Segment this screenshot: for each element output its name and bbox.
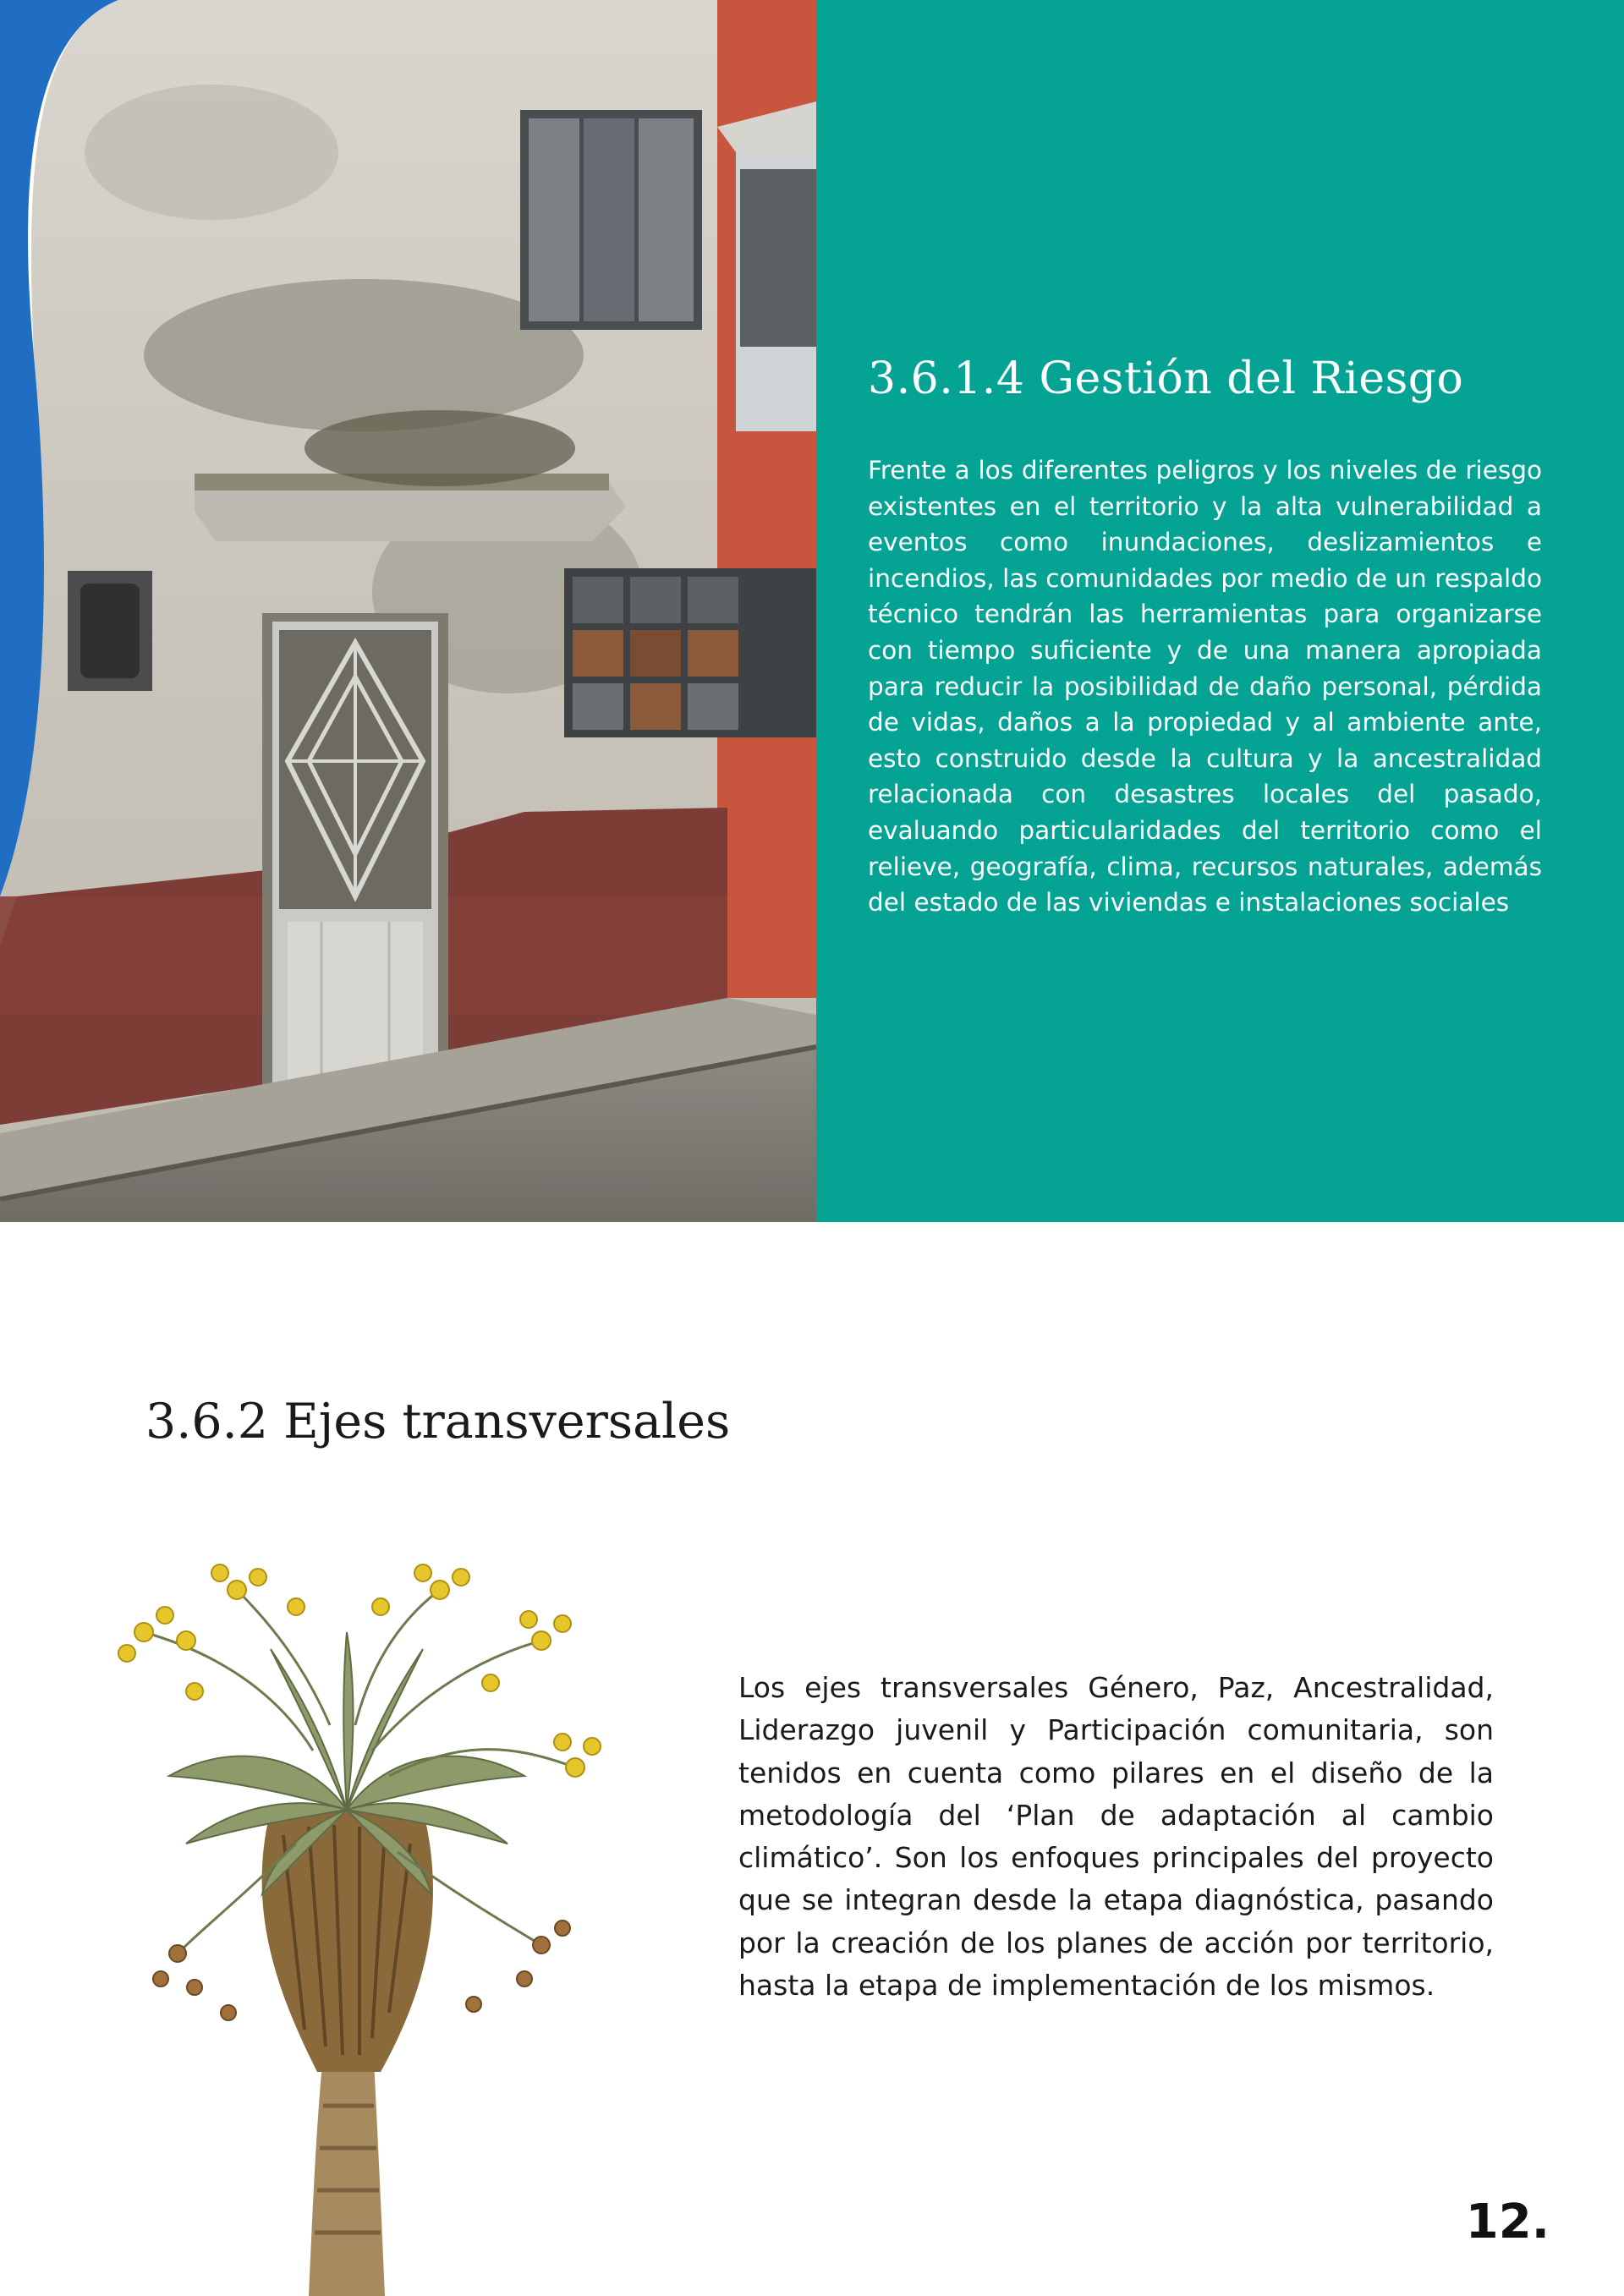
building-photo — [0, 0, 816, 1222]
page-number: 12. — [1465, 2195, 1550, 2249]
frailejon-plant-illustration — [102, 1556, 643, 2296]
section-body-gestion-riesgo: Frente a los diferentes peligros y los niveles de riesgo existentes en el territorio y la alta vulnerabilidad a eventos como inundaciones, deslizamientos e incendios, las comunidades por medio de un respaldo técnico tendrán las herramientas para organizarse con tiempo suficiente y de una manera apropiada para reducir la posibilidad de daño personal, pérdida de vidas, daños a la propiedad y al ambiente ante, esto construido desde la cultura y la ancestralidad relacionada con desastres locales del pasado, evaluando particularidades del territorio como el relieve, geografía, clima, recursos naturales, además del estado de las viviendas e instalaciones sociales — [868, 456, 1542, 918]
section-body-ejes-transversales: Los ejes transversales Género, Paz, Ancestralidad, Liderazgo juvenil y Participación comunitaria, son tenidos en cuenta como pilares en el diseño de la metodología del ‘Plan de adaptación al cambio climático’. Son los enfoques principales del proyecto que se integran desde la etapa diagnóstica, pasando por la creación de los planes de acción por territorio, hasta la etapa de implementación de los mismos. — [738, 1671, 1494, 2003]
section-title-gestion-riesgo: 3.6.1.4 Gestión del Riesgo — [868, 353, 1464, 404]
section-title-ejes-transversales: 3.6.2 Ejes transversales — [145, 1394, 731, 1449]
